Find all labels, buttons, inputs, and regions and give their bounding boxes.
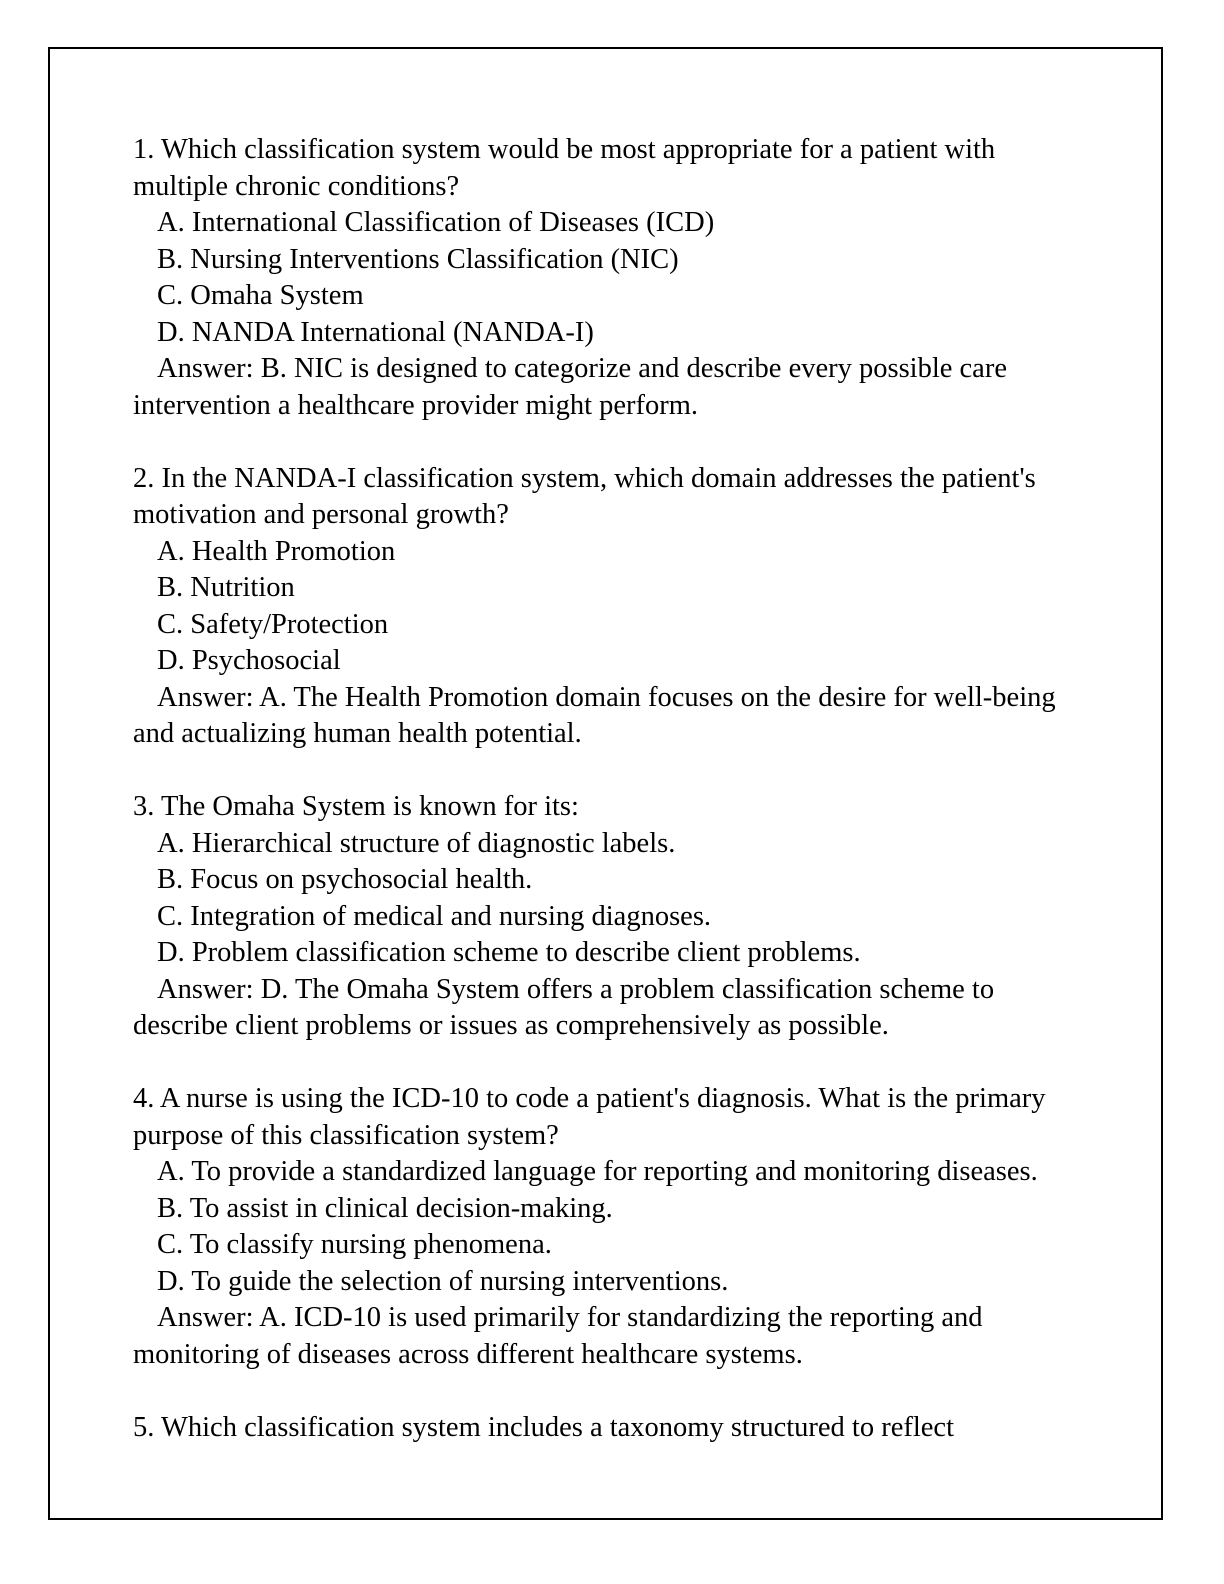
answer-option: B. Nutrition	[157, 572, 295, 603]
answer-explanation: Answer: A. The Health Promotion domain focuses on the desire for well-being and actualizing human health potential.	[133, 681, 1056, 749]
answer-option: D. NANDA International (NANDA-I)	[157, 316, 594, 348]
answer-option: D. Problem classification scheme to describe client problems.	[157, 937, 861, 968]
question-stem: 1. Which classification system would be most appropriate for a patient with multiple chronic conditions?	[133, 134, 996, 202]
answer-option: A. Health Promotion	[157, 535, 396, 567]
answer-option: C. Integration of medical and nursing diagnoses.	[157, 900, 712, 932]
answer-option: C. Omaha System	[157, 280, 364, 311]
question-5	[133, 1410, 1093, 1447]
answer-explanation: Answer: A. ICD-10 is used primarily for standardizing the reporting and monitoring of diseases across different healthcare systems.	[133, 1302, 983, 1370]
answer-option: D. Psychosocial	[157, 645, 341, 676]
answer-option: B. Nursing Interventions Classification (NIC)	[157, 243, 679, 275]
answer-option: B. Focus on psychosocial health.	[157, 864, 533, 895]
question-stem: 5. Which classification system includes a taxonomy structured to reflect	[133, 1411, 954, 1443]
answer-option: A. International Classification of Diseases (ICD)	[157, 207, 715, 238]
question-1	[133, 132, 1093, 424]
answer-option: C. To classify nursing phenomena.	[157, 1229, 552, 1260]
answer-option: A. To provide a standardized language for reporting and monitoring diseases.	[157, 1156, 1038, 1187]
answer-option: A. Hierarchical structure of diagnostic labels.	[157, 827, 676, 859]
answer-option: D. To guide the selection of nursing interventions.	[157, 1265, 729, 1297]
answer-explanation: Answer: D. The Omaha System offers a problem classification scheme to describe client problems or issues as comprehensively as possible.	[133, 973, 995, 1041]
answer-explanation: Answer: B. NIC is designed to categorize and describe every possible care intervention a healthcare provider might perform.	[133, 353, 1007, 421]
question-stem: 3. The Omaha System is known for its:	[133, 791, 579, 822]
question-2	[133, 461, 1093, 753]
document-body	[133, 132, 1093, 1483]
question-stem: 4. A nurse is using the ICD-10 to code a patient's diagnosis. What is the primary purpose of this classification system?	[133, 1083, 1046, 1151]
question-4	[133, 1081, 1093, 1373]
answer-option: B. To assist in clinical decision-making.	[157, 1192, 613, 1224]
answer-option: C. Safety/Protection	[157, 608, 389, 640]
question-stem: 2. In the NANDA-I classification system, which domain addresses the patient's motivation and personal growth?	[133, 462, 1036, 530]
question-3	[133, 789, 1093, 1045]
